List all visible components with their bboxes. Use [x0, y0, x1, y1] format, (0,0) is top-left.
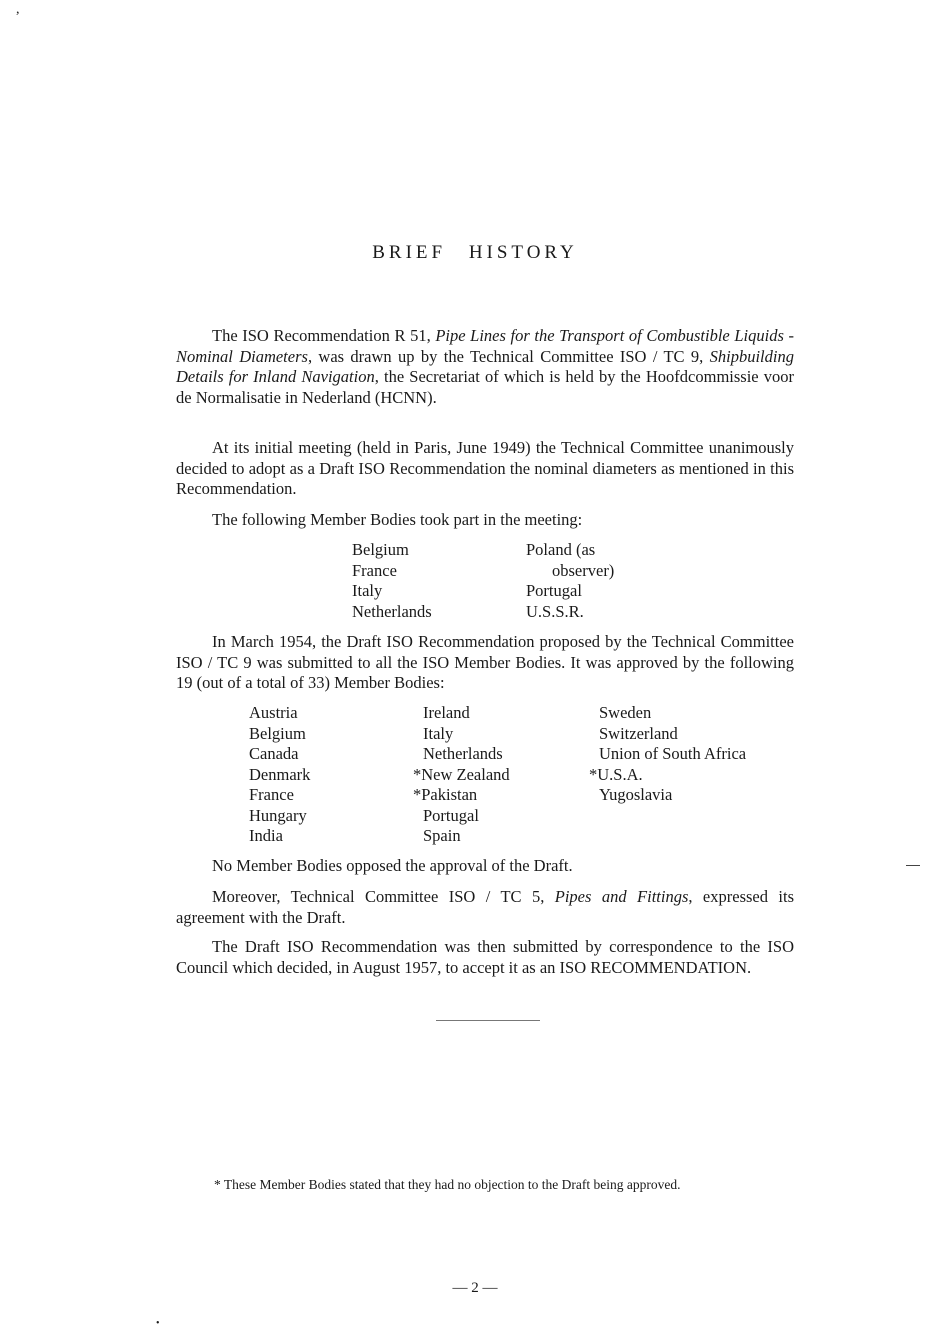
- scan-mark: ,: [16, 2, 20, 17]
- scan-mark: •: [156, 1318, 160, 1329]
- p1-text-a: The ISO Recommendation R 51,: [212, 326, 436, 345]
- page-title: BRIEF HISTORY: [372, 242, 578, 263]
- paragraph-approval: In March 1954, the Draft ISO Recommendation proposed by the Technical Committee ISO / TC 9 was submitted to all the ISO Member Bodies. It was approved by the following 19 (out of a total of 33) Member Bodies:: [176, 632, 794, 692]
- approving-members-col2: [413, 703, 510, 847]
- meeting-members-left: [352, 540, 432, 622]
- paragraph-council: The Draft ISO Recommendation was then submitted by correspondence to the ISO Council which decided, in August 1957, to accept it as an ISO RECOMMENDATION.: [176, 937, 794, 977]
- list-item: *U.S.A.: [589, 764, 643, 784]
- list-item: India: [249, 826, 283, 845]
- p1-committee-title: Shipbuilding Details for Inland Navigation: [176, 346, 794, 386]
- list-item: Sweden: [599, 703, 652, 722]
- list-item: Austria: [249, 703, 298, 722]
- paragraph-initial-meeting: At its initial meeting (held in Paris, June 1949) the Technical Committee unanimously decided to adopt as a Draft ISO Recommendation the nominal diameters as mentioned in this Recommendation.: [176, 438, 794, 498]
- list-item: Denmark: [249, 764, 311, 784]
- list-item: Canada: [249, 744, 299, 763]
- list-item: Belgium: [249, 723, 306, 743]
- paragraph-tc5: [176, 887, 794, 928]
- p1-title: Pipe Lines for the Transport of Combustible Liquids - Nominal Diameters: [176, 326, 794, 366]
- paragraph-intro: [176, 326, 794, 408]
- list-item: *New Zealand: [413, 764, 510, 784]
- list-item: France: [249, 785, 294, 804]
- list-item: Italy: [352, 581, 383, 600]
- list-item: Belgium: [352, 540, 409, 559]
- p6-text-c: , expressed its agreement with the Draft.: [176, 887, 794, 927]
- scan-mark: [906, 865, 920, 866]
- list-item: U.S.S.R.: [526, 601, 584, 621]
- list-item: Netherlands: [352, 601, 432, 621]
- list-item: France: [352, 560, 397, 580]
- p1-text-c: , was drawn up by the Technical Committee ISO / TC 9,: [307, 346, 710, 366]
- list-item: Switzerland: [599, 723, 678, 743]
- approving-members-col3: [589, 703, 746, 806]
- list-item: Yugoslavia: [599, 785, 673, 804]
- list-item: Hungary: [249, 805, 307, 825]
- list-item: Union of South Africa: [599, 744, 747, 763]
- meeting-members-right: [526, 540, 614, 622]
- list-item: Portugal: [423, 805, 479, 825]
- list-item: *Pakistan: [413, 785, 478, 804]
- list-item: Spain: [423, 826, 461, 845]
- divider: [436, 1020, 540, 1021]
- list-item: Netherlands: [423, 744, 503, 763]
- p6-text-a: Moreover, Technical Committee ISO / TC 5,: [212, 887, 555, 906]
- list-item: Portugal: [526, 581, 582, 600]
- paragraph-meeting-members: The following Member Bodies took part in the meeting:: [212, 510, 583, 529]
- approving-members-col1: [249, 703, 310, 847]
- footnote: * These Member Bodies stated that they had no objection to the Draft being approved.: [214, 1177, 681, 1192]
- p6-tc5-title: Pipes and Fittings: [554, 887, 689, 906]
- page-number: — 2 —: [452, 1280, 498, 1296]
- p1-text-e: , the Secretariat of which is held by the Hoofdcommissie voor de Normalisatie in Nederland (HCNN).: [176, 367, 794, 407]
- list-item: Ireland: [423, 703, 470, 722]
- list-item: observer): [552, 560, 615, 580]
- list-item: Italy: [423, 723, 454, 743]
- list-item: Poland (as: [526, 540, 596, 559]
- paragraph-no-opposition: No Member Bodies opposed the approval of the Draft.: [212, 856, 573, 875]
